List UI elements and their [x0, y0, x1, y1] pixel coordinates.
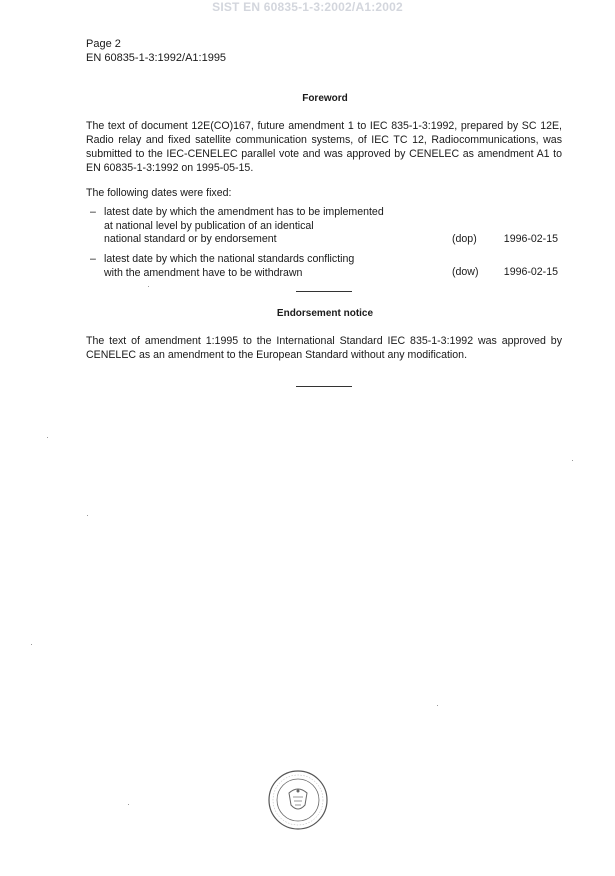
- date-item-text: [104, 206, 444, 247]
- watermark: SIST EN 60835-1-3:2002/A1:2002: [212, 0, 403, 14]
- endorsement-paragraph: The text of amendment 1:1995 to the International Standard IEC 835-1-3:1992 was approved by CENELEC as an amendment to the European Standard without any modification.: [86, 335, 562, 361]
- page-number: Page 2: [86, 38, 121, 50]
- date-item-line: national standard or by endorsement: [104, 233, 277, 245]
- page-header: [86, 37, 226, 65]
- endorsement-title: Endorsement notice: [276, 308, 374, 319]
- section-divider: [296, 386, 352, 387]
- bullet-dash: –: [90, 206, 96, 218]
- document-id: EN 60835-1-3:1992/A1:1995: [86, 52, 227, 64]
- foreword-title: Foreword: [302, 93, 348, 104]
- scan-speck: [128, 804, 129, 805]
- date-item-dop: [90, 206, 562, 250]
- scan-speck: [572, 460, 573, 461]
- date-item-line: latest date by which the amendment has to be implemented: [104, 206, 384, 218]
- date-item-line: with the amendment have to be withdrawn: [104, 266, 303, 279]
- date-item-dow: [90, 253, 562, 283]
- date-code: (dow): [452, 266, 479, 278]
- scan-speck: [31, 644, 32, 645]
- date-item-text: [104, 253, 444, 280]
- seal-icon: [267, 769, 329, 831]
- foreword-paragraph: The text of document 12E(CO)167, future amendment 1 to IEC 835-1-3:1992, prepared by SC 12E, Radio relay and fixed satellite communication systems, of IEC TC 12, Radiocommunications, was submitted to the IEC-CENELEC parallel vote and was approved by CENELEC as amendment A1 to EN 60835-1-3:1992 on 1995-05-15.: [86, 120, 562, 174]
- date-value: 1996-02-15: [503, 266, 558, 278]
- dates-intro: The following dates were fixed:: [86, 187, 232, 199]
- section-divider: [296, 291, 352, 292]
- date-item-line: at national level by publication of an identical: [104, 219, 314, 232]
- bullet-dash: –: [90, 253, 96, 265]
- date-code: (dop): [452, 233, 477, 245]
- scan-speck: [437, 705, 438, 706]
- scan-speck: [148, 286, 149, 287]
- scan-speck: [87, 515, 88, 516]
- date-value: 1996-02-15: [503, 233, 558, 245]
- scan-speck: [47, 437, 48, 438]
- date-item-line: latest date by which the national standards conflicting: [104, 253, 355, 265]
